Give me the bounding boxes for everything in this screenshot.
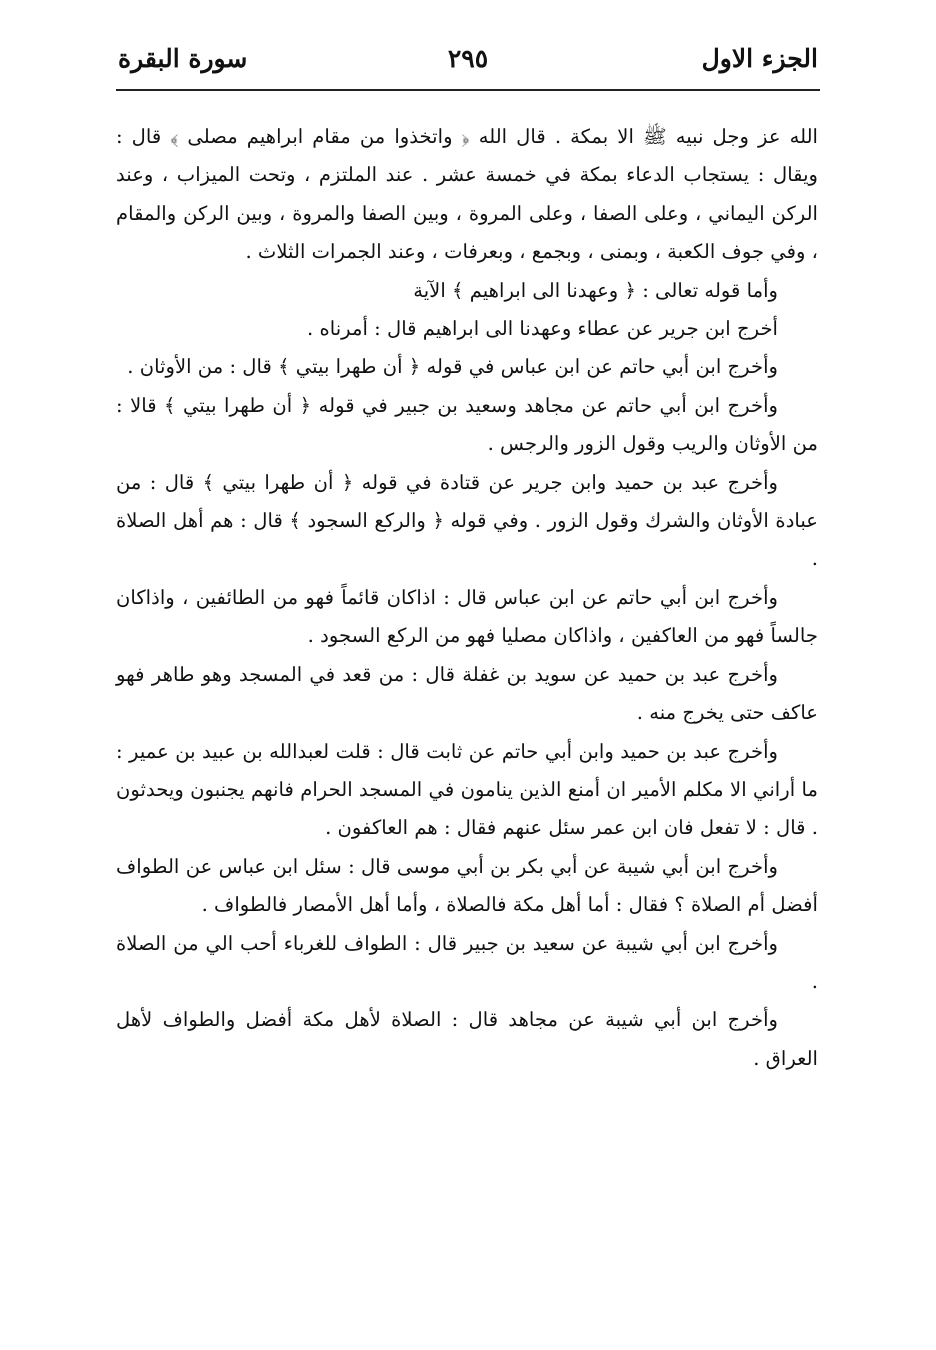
page-body — [116, 118, 818, 1078]
paragraph: أخرج ابن جرير عن عطاء وعهدنا الى ابراهيم قال : أمرناه . — [307, 317, 778, 341]
paragraph: وأما قوله تعالى : ﴿ وعهدنا الى ابراهيم ﴾ الآية — [413, 278, 778, 302]
paragraph: وأخرج ابن أبي شيبة عن مجاهد قال : الصلاة لأهل مكة أفضل والطواف لأهل العراق . — [116, 1008, 818, 1070]
paragraph: الله عز وجل نبيه ﷺ الا بمكة . قال الله ﴿ واتخذوا من مقام ابراهيم مصلى ﴾ قال : ويقال : يستجاب الدعاء بمكة في خمسة عشر . عند الملتزم ، وتحت الميزاب ، وعند الركن اليماني ، وعلى الصفا ، وعلى المروة ، وبين الصفا والمروة ، وبين الركن والمقام ، وفي جوف الكعبة ، وبمنى ، وبجمع ، وبعرفات ، وعند الجمرات الثلاث . — [116, 125, 818, 264]
paragraph: وأخرج ابن أبي حاتم عن مجاهد وسعيد بن جبير في قوله ﴿ أن طهرا بيتي ﴾ قالا : من الأوثان والريب وقول الزور والرجس . — [116, 393, 818, 456]
paragraph: وأخرج عبد بن حميد عن سويد بن غفلة قال : من قعد في المسجد وهو طاهر فهو عاكف حتى يخرج منه . — [116, 662, 818, 725]
paragraph: وأخرج ابن أبي حاتم عن ابن عباس في قوله ﴿ أن طهرا بيتي ﴾ قال : من الأوثان . — [127, 355, 778, 379]
part-title: الجزء الاول — [701, 44, 818, 73]
paragraph: وأخرج ابن أبي شيبة عن سعيد بن جبير قال : الطواف للغرباء أحب الي من الصلاة . — [116, 931, 818, 993]
page-number: ٢٩٥ — [447, 44, 489, 73]
paragraph: وأخرج عبد بن حميد وابن جرير عن قتادة في قوله ﴿ أن طهرا بيتي ﴾ قال : من عبادة الأوثان والشرك وقول الزور . وفي قوله ﴿ والركع السجود ﴾ قال : هم أهل الصلاة . — [116, 470, 818, 571]
surah-title: سورة البقرة — [118, 44, 248, 73]
paragraph: وأخرج ابن أبي حاتم عن ابن عباس قال : اذاكان قائماً فهو من الطائفين ، واذاكان جالساً فهو من العاكفين ، واذاكان مصليا فهو من الركع السجود . — [116, 585, 818, 648]
header-rule — [116, 89, 820, 91]
page-header — [118, 40, 818, 84]
paragraph: وأخرج عبد بن حميد وابن أبي حاتم عن ثابت قال : قلت لعبدالله بن عبيد بن عمير : ما أراني الا مكلم الأمير ان أمنع الذين ينامون في المسجد الحرام فانهم يجنبون ويحدثون . قال : لا تفعل فان ابن عمر سئل عنهم فقال : هم العاكفون . — [116, 739, 818, 840]
paragraph: وأخرج ابن أبي شيبة عن أبي بكر بن أبي موسى قال : سئل ابن عباس عن الطواف أفضل أم الصلاة ؟ فقال : أما أهل مكة فالصلاة ، وأما أهل الأمصار فالطواف . — [116, 854, 818, 917]
